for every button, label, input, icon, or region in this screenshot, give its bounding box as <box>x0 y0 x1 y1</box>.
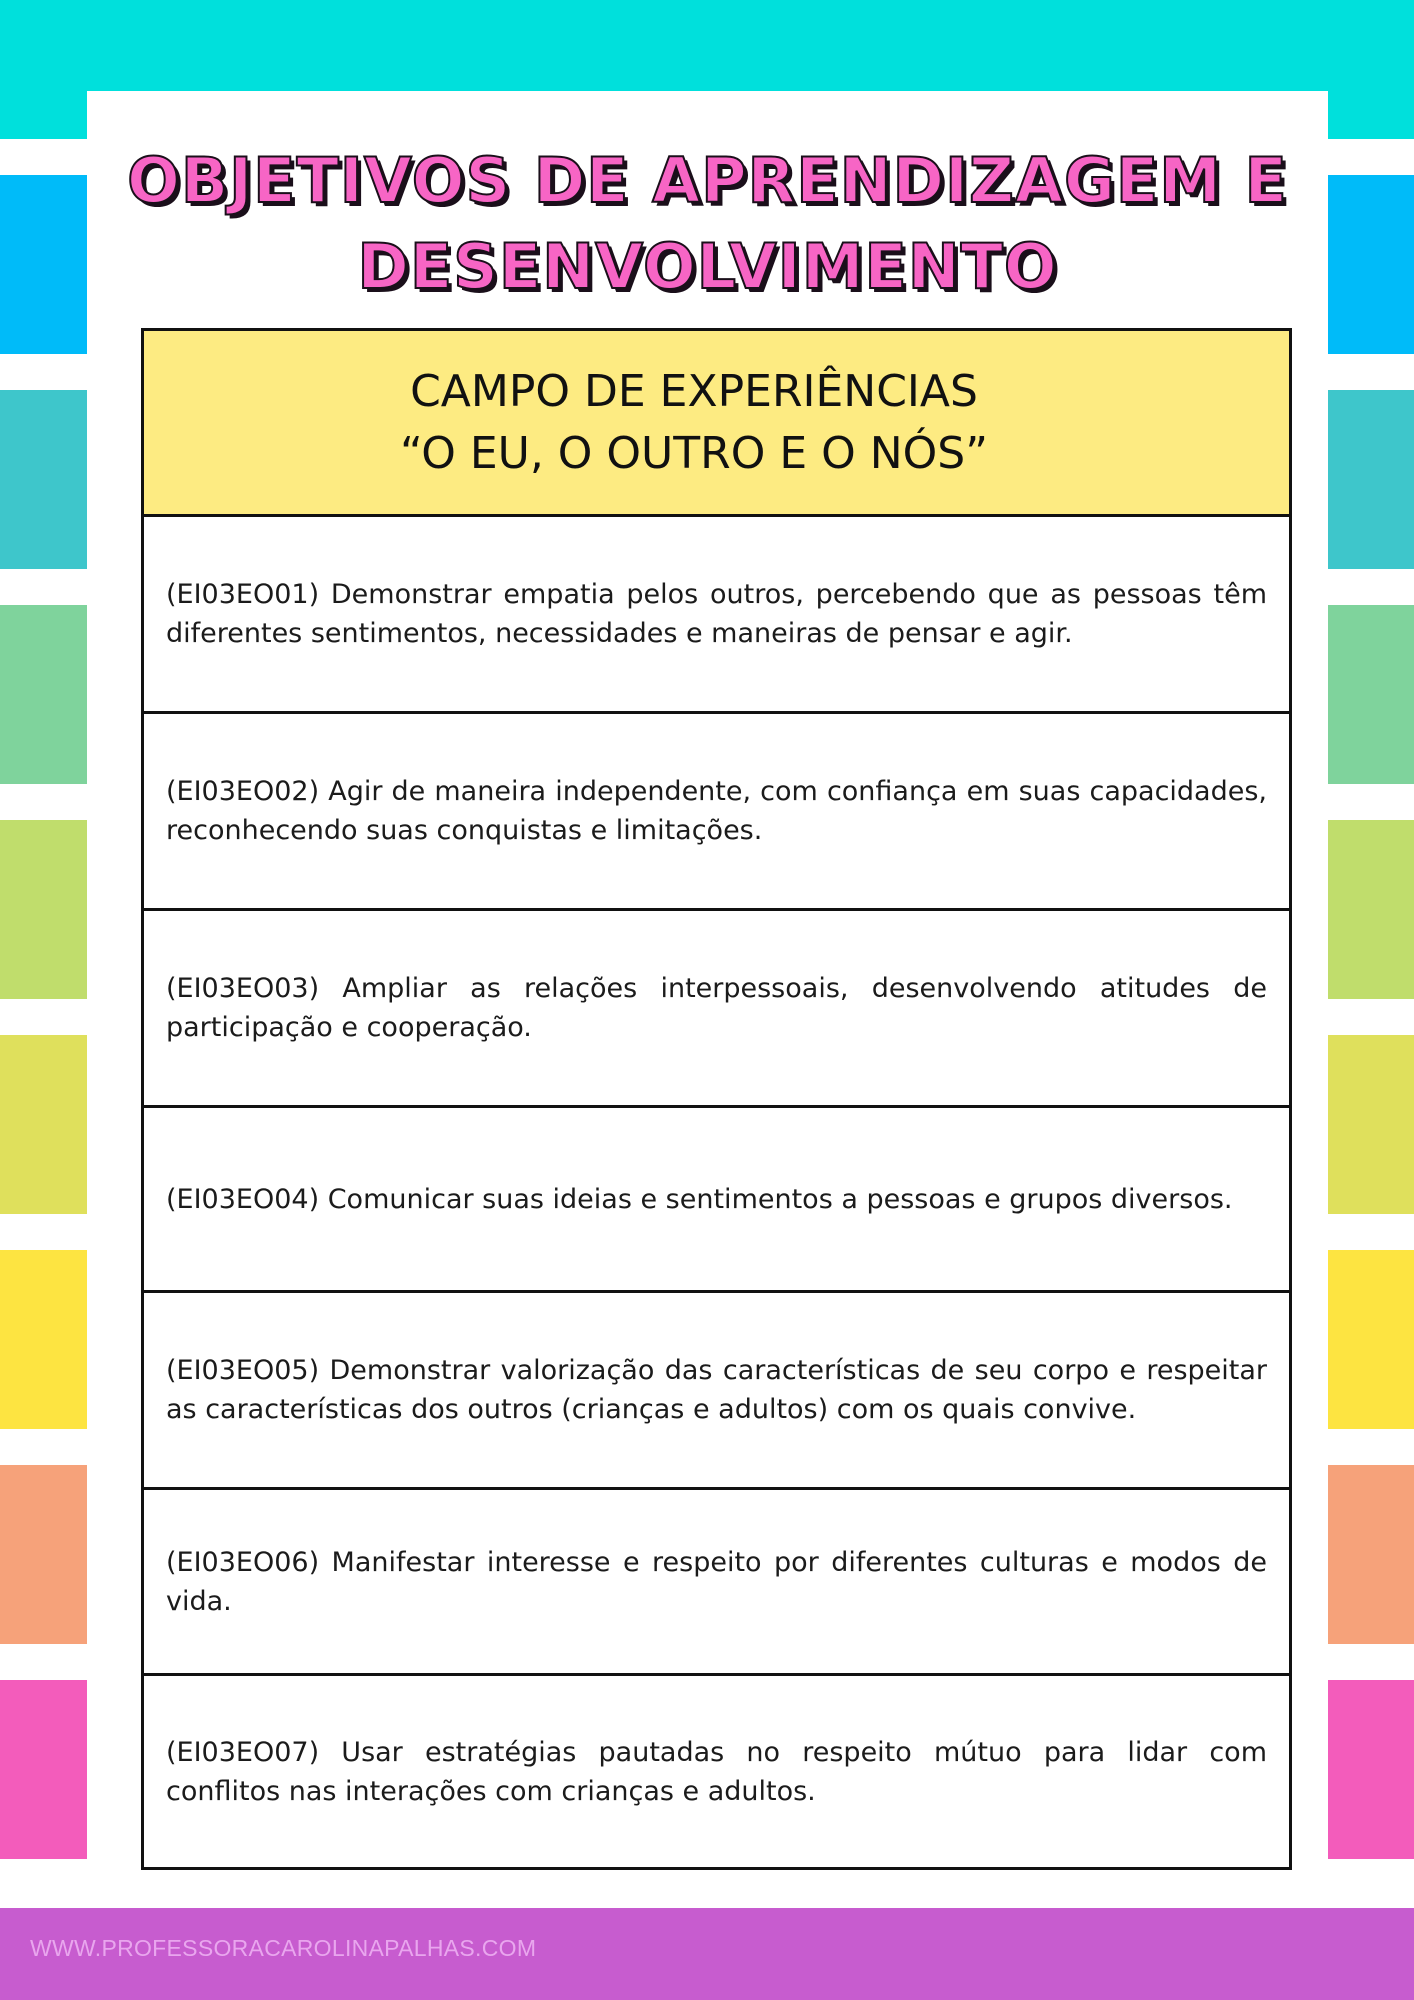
left-stripe-6 <box>0 1250 87 1429</box>
objective-text: (EI03EO07) Usar estratégias pautadas no respeito mútuo para lidar com conflitos nas interações com crianças e adultos. <box>166 1736 1267 1807</box>
page-title <box>87 138 1328 310</box>
table-row <box>144 714 1289 911</box>
header-line-2: “O EU, O OUTRO E O NÓS” <box>399 427 989 479</box>
left-stripe-2 <box>0 390 87 569</box>
objective-text: (EI03EO04) Comunicar suas ideias e sentimentos a pessoas e grupos diversos. <box>166 1183 1233 1215</box>
left-stripe-5 <box>0 1035 87 1214</box>
right-stripe-2 <box>1328 390 1414 569</box>
left-stripe-7 <box>0 1465 87 1644</box>
header-line-1: CAMPO DE EXPERIÊNCIAS <box>410 365 978 417</box>
title-line-2: DESENVOLVIMENTO <box>357 230 1058 303</box>
right-stripe-8 <box>1328 1680 1414 1859</box>
right-stripe-3 <box>1328 605 1414 784</box>
table-header <box>144 331 1289 517</box>
footer-website-link[interactable]: WWW.PROFESSORACAROLINAPALHAS.COM <box>30 1935 537 1961</box>
objective-text: (EI03EO06) Manifestar interesse e respeito por diferentes culturas e modos de vida. <box>166 1546 1267 1617</box>
right-stripe-6 <box>1328 1250 1414 1429</box>
objective-text: (EI03EO03) Ampliar as relações interpessoais, desenvolvendo atitudes de participação e cooperação. <box>166 973 1267 1043</box>
table-row <box>144 517 1289 714</box>
left-stripe-3 <box>0 605 87 784</box>
table-row <box>144 1293 1289 1490</box>
right-stripe-1 <box>1328 175 1414 354</box>
left-stripe-8 <box>0 1680 87 1859</box>
right-stripe-7 <box>1328 1465 1414 1644</box>
objective-text: (EI03EO01) Demonstrar empatia pelos outros, percebendo que as pessoas têm diferentes sentimentos, necessidades e maneiras de pensar e agir. <box>166 579 1267 649</box>
left-stripe-4 <box>0 820 87 999</box>
table-row <box>144 911 1289 1108</box>
table-row <box>144 1676 1289 1867</box>
table-row <box>144 1108 1289 1293</box>
objective-text: (EI03EO05) Demonstrar valorização das características de seu corpo e respeitar as características dos outros (crianças e adultos) com os quais convive. <box>166 1355 1267 1425</box>
table-row <box>144 1490 1289 1676</box>
left-stripe-1 <box>0 175 87 354</box>
right-stripe-4 <box>1328 820 1414 999</box>
right-stripe-5 <box>1328 1035 1414 1214</box>
title-line-1: OBJETIVOS DE APRENDIZAGEM E <box>127 144 1288 217</box>
objectives-table <box>141 328 1292 1870</box>
objective-text: (EI03EO02) Agir de maneira independente, com confiança em suas capacidades, reconhecendo suas conquistas e limitações. <box>166 776 1267 846</box>
